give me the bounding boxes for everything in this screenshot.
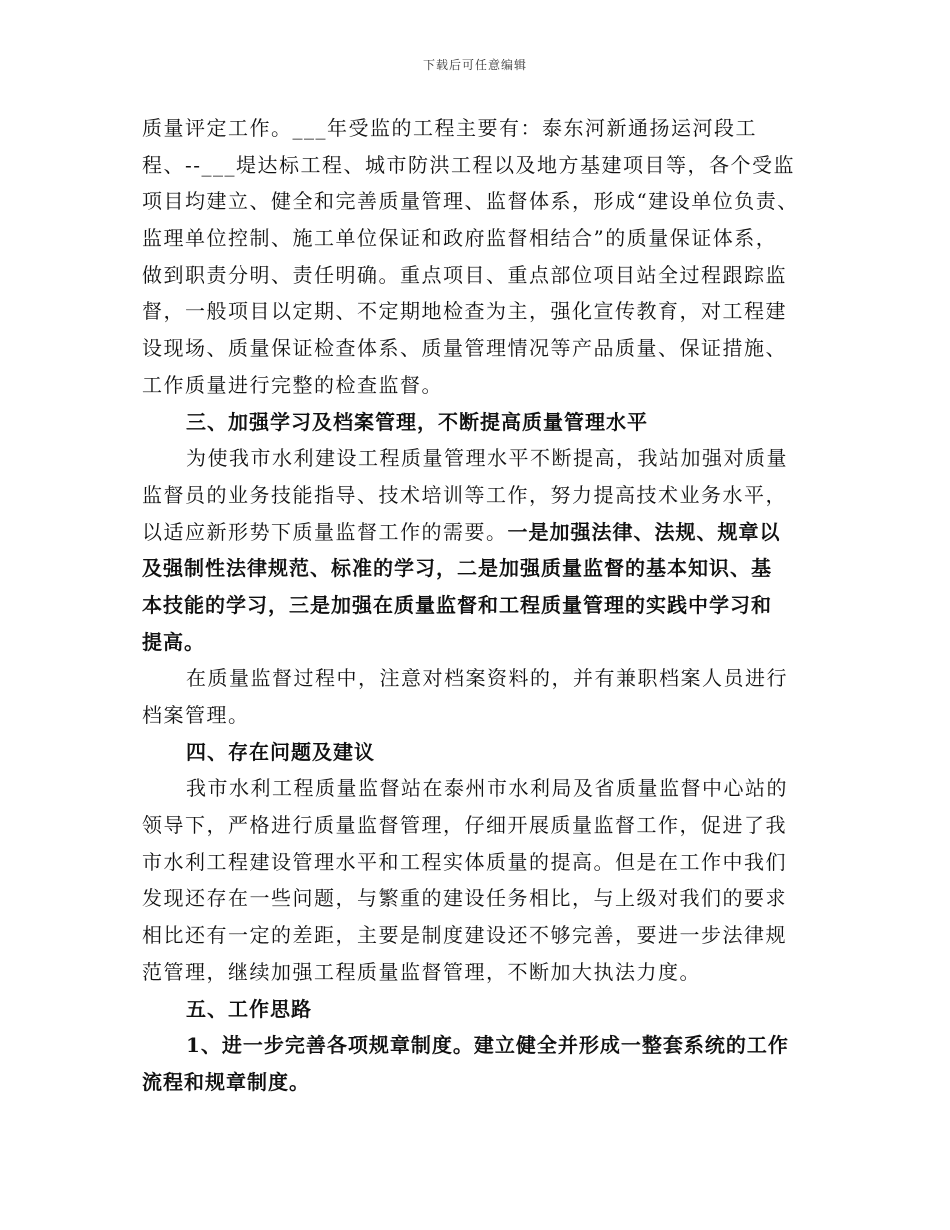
bold-paragraph-line: 及强制性法律规范、标准的学习，二是加强质量监督的基本知识、基 <box>142 556 772 581</box>
bold-paragraph-line: 流程和规章制度。 <box>142 1069 310 1094</box>
paragraph-line: 市水利工程建设管理水平和工程实体质量的提高。但是在工作中我们 <box>142 849 787 874</box>
paragraph-line: 为使我市水利建设工程质量管理水平不断提高，我站加强对质量 <box>186 446 788 471</box>
document-body <box>142 110 822 1101</box>
paragraph-line: 督，一般项目以定期、不定期地检查为主，强化宣传教育，对工程建 <box>142 299 787 324</box>
paragraph-line: 监理单位控制、施工单位保证和政府监督相结合”的质量保证体系， <box>142 226 778 251</box>
section-heading: 五、工作思路 <box>186 996 312 1021</box>
paragraph-line: 质量评定工作。___年受监的工程主要有：泰东河新通扬运河段工 <box>142 116 757 140</box>
paragraph-line: 设现场、质量保证检查体系、质量管理情况等产品质量、保证措施、 <box>142 336 787 361</box>
bold-paragraph-line: 本技能的学习，三是加强在质量监督和工程质量管理的实践中学习和 <box>142 592 772 617</box>
paragraph-line-mixed <box>142 514 822 551</box>
paragraph-line: 领导下，严格进行质量监督管理，仔细开展质量监督工作，促进了我 <box>142 813 787 838</box>
header-note: 下载后可任意编辑 <box>422 58 527 72</box>
paragraph-line: 档案管理。 <box>142 703 250 727</box>
paragraph-line: 在质量监督过程中，注意对档案资料的，并有兼职档案人员进行 <box>186 666 788 691</box>
paragraph-line: 我市水利工程质量监督站在泰州市水利局及省质量监督中心站的 <box>186 776 788 801</box>
section-heading: 四、存在问题及建议 <box>186 739 375 764</box>
paragraph-line: 发现还存在一些问题，与繁重的建设任务相比，与上级对我们的要求 <box>142 886 787 911</box>
bold-paragraph-line: 1、进一步完善各项规章制度。建立健全并形成一整套系统的工作 <box>186 1033 789 1058</box>
paragraph-line: 工作质量进行完整的检查监督。 <box>142 372 443 397</box>
paragraph-line: 相比还有一定的差距，主要是制度建设还不够完善，要进一步法律规 <box>142 923 787 948</box>
bold-paragraph-line: 提高。 <box>142 629 205 654</box>
paragraph-line: 做到职责分明、责任明确。重点项目、重点部位项目站全过程跟踪监 <box>142 262 787 287</box>
paragraph-line: 项目均建立、健全和完善质量管理、监督体系，形成“建设单位负责、 <box>142 189 799 214</box>
bold-text: 一是加强法律、法规、规章以 <box>507 519 781 544</box>
section-heading: 三、加强学习及档案管理，不断提高质量管理水平 <box>186 409 648 434</box>
paragraph-line: 程、--___堤达标工程、城市防洪工程以及地方基建项目等，各个受监 <box>142 152 796 177</box>
paragraph-line: 监督员的业务技能指导、技术培训等工作，努力提高技术业务水平， <box>142 482 787 507</box>
paragraph-line: 范管理，继续加强工程质量监督管理，不断加大执法力度。 <box>142 959 701 984</box>
paragraph-text: 以适应新形势下质量监督工作的需要。 <box>142 519 508 544</box>
